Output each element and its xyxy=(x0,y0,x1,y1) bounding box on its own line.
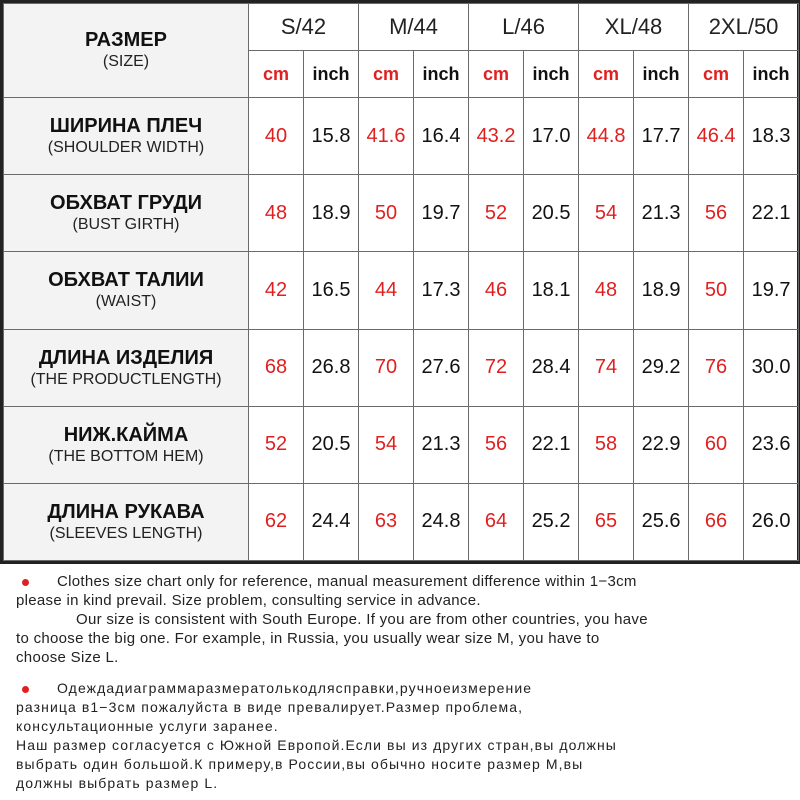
value-cm-cell: 60 xyxy=(689,406,744,483)
value-inch-cell: 22.1 xyxy=(744,175,799,252)
value-inch-cell: 23.6 xyxy=(744,406,799,483)
value-cm-cell: 44 xyxy=(359,252,414,329)
notes-section xyxy=(16,572,796,793)
value-cm-cell: 54 xyxy=(579,175,634,252)
measurement-label-cell xyxy=(4,406,249,483)
value-inch-cell: 18.9 xyxy=(304,175,359,252)
value-cm-cell: 72 xyxy=(469,329,524,406)
value-inch-cell: 19.7 xyxy=(744,252,799,329)
value-inch-cell: 26.8 xyxy=(304,329,359,406)
measurement-label-cell xyxy=(4,175,249,252)
value-inch-cell: 20.5 xyxy=(524,175,579,252)
note-ru-line: консультационные услуги заранее. xyxy=(16,718,279,734)
value-cm-cell: 44.8 xyxy=(579,98,634,175)
size-column-header: XL/48 xyxy=(579,4,689,51)
unit-inch-header: inch xyxy=(634,51,689,98)
value-cm-cell: 48 xyxy=(249,175,304,252)
measurement-label-en: (THE BOTTOM HEM) xyxy=(48,447,204,465)
unit-inch-header: inch xyxy=(744,51,799,98)
note-russian xyxy=(16,679,796,793)
value-cm-cell: 74 xyxy=(579,329,634,406)
value-cm-cell: 50 xyxy=(359,175,414,252)
value-inch-cell: 27.6 xyxy=(414,329,469,406)
size-corner-header xyxy=(4,4,249,98)
value-cm-cell: 70 xyxy=(359,329,414,406)
measurement-label-cell xyxy=(4,252,249,329)
value-cm-cell: 66 xyxy=(689,483,744,560)
value-cm-cell: 40 xyxy=(249,98,304,175)
value-cm-cell: 56 xyxy=(689,175,744,252)
value-inch-cell: 25.6 xyxy=(634,483,689,560)
size-column-header: L/46 xyxy=(469,4,579,51)
unit-inch-header: inch xyxy=(524,51,579,98)
measurement-row xyxy=(4,329,799,406)
value-cm-cell: 58 xyxy=(579,406,634,483)
measurement-row xyxy=(4,252,799,329)
unit-cm-header: cm xyxy=(689,51,744,98)
note-ru-line: выбрать один большой.К примеру,в России,вы обычно носите размер M,вы xyxy=(16,756,584,772)
value-inch-cell: 25.2 xyxy=(524,483,579,560)
value-cm-cell: 76 xyxy=(689,329,744,406)
note-ru-line: Наш размер согласуется с Южной Европой.Если вы из других стран,вы должны xyxy=(16,737,617,753)
size-title-ru: РАЗМЕР xyxy=(85,29,167,52)
value-cm-cell: 52 xyxy=(469,175,524,252)
measurement-label-ru: ДЛИНА РУКАВА xyxy=(47,500,205,523)
value-inch-cell: 22.1 xyxy=(524,406,579,483)
value-inch-cell: 18.9 xyxy=(634,252,689,329)
unit-cm-header: cm xyxy=(249,51,304,98)
value-inch-cell: 17.3 xyxy=(414,252,469,329)
measurement-row xyxy=(4,483,799,560)
value-cm-cell: 62 xyxy=(249,483,304,560)
size-header-row xyxy=(4,4,799,51)
value-cm-cell: 42 xyxy=(249,252,304,329)
value-cm-cell: 52 xyxy=(249,406,304,483)
note-en-line: Clothes size chart only for reference, manual measurement difference within 1−3cm xyxy=(57,573,637,590)
value-inch-cell: 26.0 xyxy=(744,483,799,560)
value-inch-cell: 29.2 xyxy=(634,329,689,406)
value-cm-cell: 68 xyxy=(249,329,304,406)
unit-inch-header: inch xyxy=(414,51,469,98)
note-en-line: to choose the big one. For example, in Russia, you usually wear size M, you have to xyxy=(16,630,600,647)
measurement-row xyxy=(4,406,799,483)
value-cm-cell: 56 xyxy=(469,406,524,483)
value-inch-cell: 20.5 xyxy=(304,406,359,483)
value-cm-cell: 65 xyxy=(579,483,634,560)
measurement-label-en: (SLEEVES LENGTH) xyxy=(49,524,203,542)
measurement-label-cell xyxy=(4,483,249,560)
size-title-en: (SIZE) xyxy=(102,53,150,71)
value-cm-cell: 43.2 xyxy=(469,98,524,175)
value-inch-cell: 21.3 xyxy=(414,406,469,483)
measurement-label-en: (THE PRODUCTLENGTH) xyxy=(30,370,222,388)
value-cm-cell: 63 xyxy=(359,483,414,560)
size-column-header: S/42 xyxy=(249,4,359,51)
value-inch-cell: 21.3 xyxy=(634,175,689,252)
value-inch-cell: 19.7 xyxy=(414,175,469,252)
measurement-label-cell xyxy=(4,98,249,175)
note-en-line: please in kind prevail. Size problem, consulting service in advance. xyxy=(16,592,481,609)
measurement-label-ru: НИЖ.КАЙМА xyxy=(63,423,189,446)
bullet-icon xyxy=(22,686,29,693)
value-inch-cell: 18.3 xyxy=(744,98,799,175)
measurement-label-en: (BUST GIRTH) xyxy=(72,216,180,234)
size-column-header: 2XL/50 xyxy=(689,4,799,51)
value-inch-cell: 16.5 xyxy=(304,252,359,329)
note-english xyxy=(16,572,796,667)
value-cm-cell: 54 xyxy=(359,406,414,483)
measurement-label-ru: ШИРИНА ПЛЕЧ xyxy=(49,115,203,138)
value-inch-cell: 22.9 xyxy=(634,406,689,483)
value-inch-cell: 15.8 xyxy=(304,98,359,175)
measurement-label-ru: ОБХВАТ ГРУДИ xyxy=(50,192,202,215)
value-inch-cell: 16.4 xyxy=(414,98,469,175)
unit-cm-header: cm xyxy=(579,51,634,98)
value-cm-cell: 41.6 xyxy=(359,98,414,175)
size-column-header: M/44 xyxy=(359,4,469,51)
size-chart-grid xyxy=(3,3,799,561)
unit-cm-header: cm xyxy=(469,51,524,98)
value-inch-cell: 24.8 xyxy=(414,483,469,560)
note-ru-line: разница в1−3см пожалуйста в виде превалирует.Размер проблема, xyxy=(16,699,524,715)
note-ru-line: Одеждадиаграммаразмератолькодляcправки,ручноеизмерение xyxy=(57,680,533,696)
value-cm-cell: 46.4 xyxy=(689,98,744,175)
bullet-icon xyxy=(22,579,29,586)
measurement-label-en: (SHOULDER WIDTH) xyxy=(47,139,205,157)
value-inch-cell: 17.0 xyxy=(524,98,579,175)
value-inch-cell: 30.0 xyxy=(744,329,799,406)
value-cm-cell: 50 xyxy=(689,252,744,329)
value-inch-cell: 17.7 xyxy=(634,98,689,175)
note-en-line: Our size is consistent with South Europe. If you are from other countries, you have xyxy=(76,611,648,628)
measurement-label-en: (WAIST) xyxy=(95,293,157,311)
measurement-label-cell xyxy=(4,329,249,406)
note-en-line: choose Size L. xyxy=(16,649,119,666)
measurement-row xyxy=(4,98,799,175)
value-inch-cell: 28.4 xyxy=(524,329,579,406)
value-cm-cell: 48 xyxy=(579,252,634,329)
value-inch-cell: 24.4 xyxy=(304,483,359,560)
measurement-row xyxy=(4,175,799,252)
value-cm-cell: 46 xyxy=(469,252,524,329)
measurement-label-ru: ОБХВАТ ТАЛИИ xyxy=(48,269,204,292)
measurement-label-ru: ДЛИНА ИЗДЕЛИЯ xyxy=(38,346,214,369)
note-ru-line: должны выбрать размер L. xyxy=(16,775,219,791)
value-inch-cell: 18.1 xyxy=(524,252,579,329)
value-cm-cell: 64 xyxy=(469,483,524,560)
unit-inch-header: inch xyxy=(304,51,359,98)
unit-cm-header: cm xyxy=(359,51,414,98)
